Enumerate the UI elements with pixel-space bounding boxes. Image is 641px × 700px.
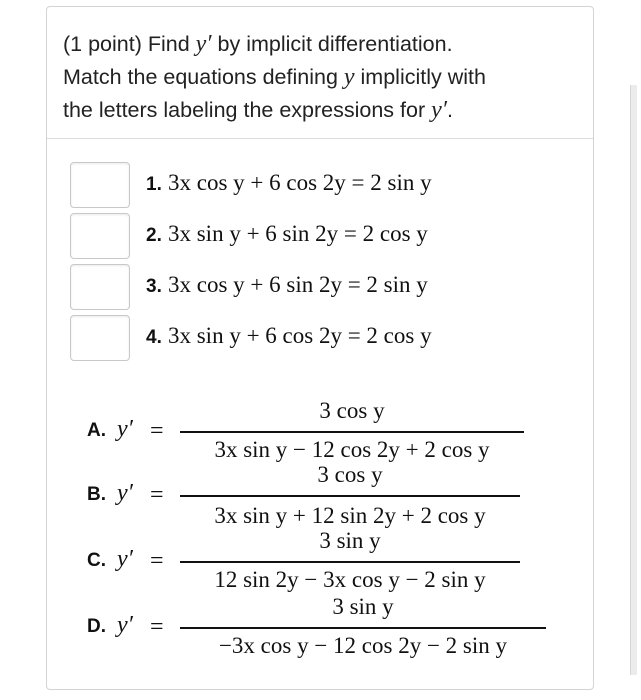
answer-input-3[interactable]: [70, 264, 130, 310]
option-d-label: D.: [87, 616, 106, 637]
option-c-equals: =: [150, 548, 164, 574]
option-d-denominator: −3x cos y − 12 cos 2y − 2 sin y: [218, 633, 508, 658]
option-c-denominator: 12 sin 2y − 3x cos y − 2 sin y: [214, 567, 486, 592]
option-a-fraction-bar: [180, 431, 524, 433]
option-d-lhs: y′: [117, 612, 133, 638]
option-b-denominator: 3x sin y + 12 sin 2y + 2 cos y: [214, 503, 486, 528]
option-b-fraction-bar: [180, 495, 520, 497]
option-d-fraction-bar: [180, 627, 546, 629]
equation-3: 3. 3x cos y + 6 sin 2y = 2 sin y: [146, 272, 428, 297]
equation-1: 1. 3x cos y + 6 cos 2y = 2 sin y: [146, 170, 432, 195]
option-c-fraction-bar: [180, 561, 520, 563]
option-c-label: C.: [87, 550, 106, 571]
prompt-line-3: the letters labeling the expressions for y′.: [63, 97, 453, 123]
option-b-label: B.: [87, 484, 106, 505]
equation-4: 4. 3x sin y + 6 cos 2y = 2 cos y: [146, 323, 432, 348]
option-c-lhs: y′: [117, 546, 133, 572]
option-a-lhs: y′: [117, 416, 133, 442]
option-d-numerator: 3 sin y: [332, 594, 394, 619]
option-b-equals: =: [150, 482, 164, 508]
option-c-numerator: 3 sin y: [319, 528, 381, 553]
option-a-label: A.: [87, 420, 106, 441]
option-a-equals: =: [150, 418, 164, 444]
answer-input-2[interactable]: [70, 213, 130, 259]
prompt-line-2: Match the equations defining y implicitly with: [63, 64, 486, 90]
option-d-equals: =: [150, 614, 164, 640]
option-b-lhs: y′: [117, 480, 133, 506]
question-prompt: [63, 28, 563, 127]
scrollbar[interactable]: [630, 85, 637, 675]
divider: [47, 138, 593, 139]
equation-2: 2. 3x sin y + 6 sin 2y = 2 cos y: [146, 221, 428, 246]
option-a-denominator: 3x sin y − 12 cos 2y + 2 cos y: [214, 437, 490, 462]
option-a-numerator: 3 cos y: [319, 398, 385, 423]
answer-input-1[interactable]: [70, 162, 130, 208]
option-b-numerator: 3 cos y: [317, 462, 383, 487]
answer-input-4[interactable]: [70, 315, 130, 361]
prompt-line-1: (1 point) Find y′ by implicit differentiation.: [63, 31, 453, 57]
